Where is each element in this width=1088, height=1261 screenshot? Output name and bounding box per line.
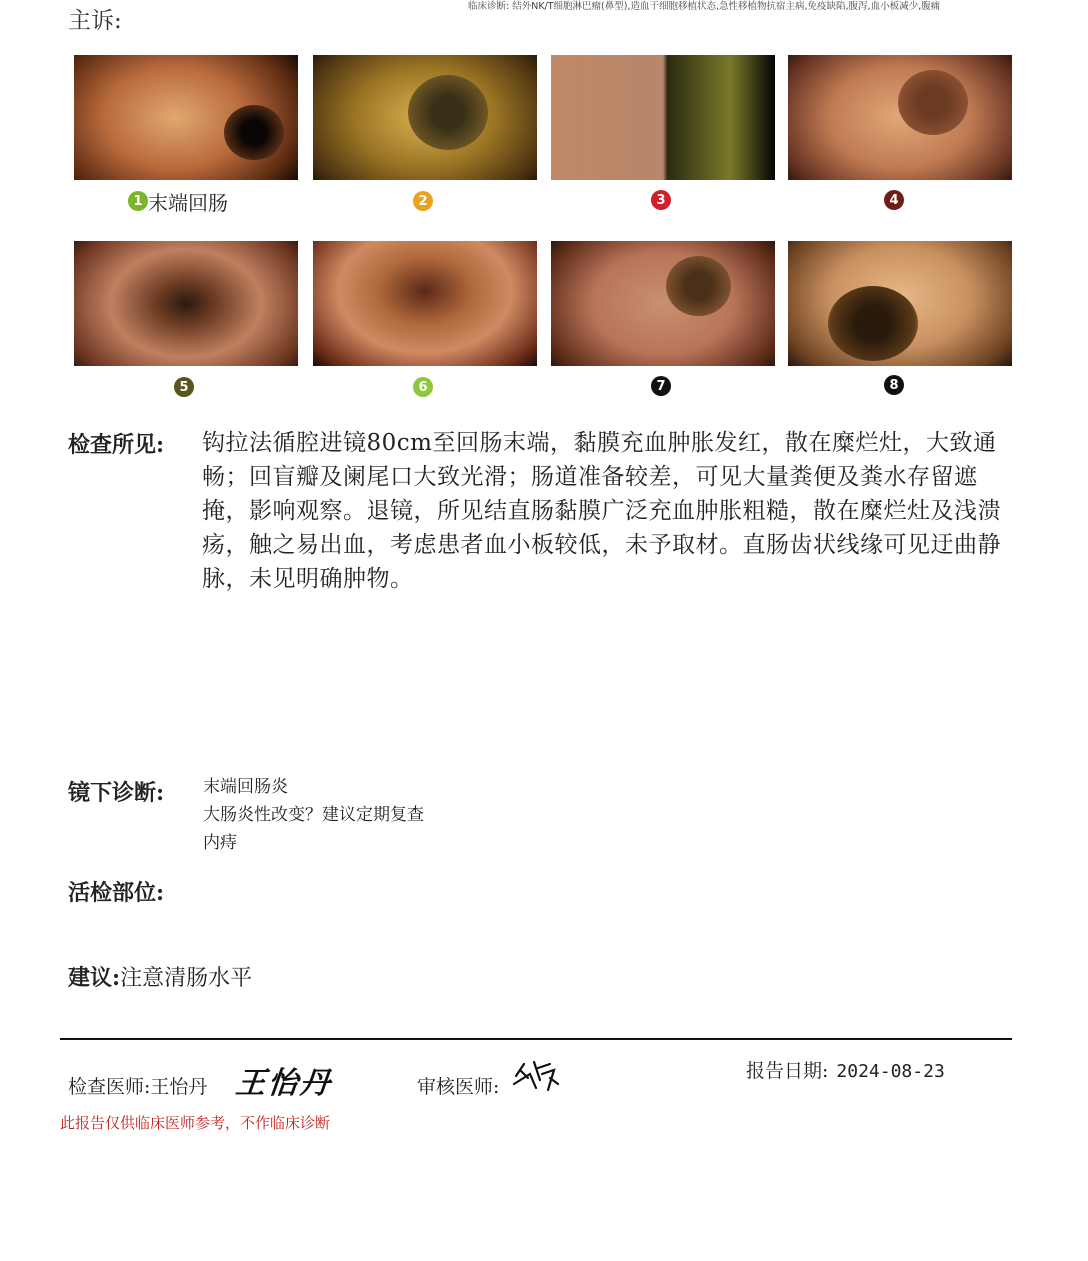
endoscopy-image-4 [788, 55, 1012, 180]
image-number-badge: 7 [651, 376, 671, 396]
image-caption-2 [413, 189, 433, 213]
examiner-signature: 王怡丹 [233, 1066, 334, 1101]
findings-label: 检查所见: [68, 432, 165, 458]
disclaimer: 此报告仅供临床医师参考，不作临床诊断 [60, 1114, 331, 1132]
report-date-row [746, 1056, 945, 1083]
image-number-badge: 8 [884, 375, 904, 395]
biopsy-label: 活检部位: [68, 880, 165, 906]
endoscopy-image-8 [788, 241, 1012, 366]
endoscopy-image-5 [74, 241, 298, 366]
image-caption-8 [884, 373, 904, 397]
image-number-badge: 2 [413, 191, 433, 211]
image-number-badge: 4 [884, 190, 904, 210]
report-date-label: 报告日期: [746, 1060, 829, 1082]
endoscopy-image-3 [551, 55, 775, 180]
diagnosis-item: 大肠炎性改变？建议定期复查 [203, 805, 424, 825]
diagnosis-label: 镜下诊断: [68, 780, 165, 806]
divider [60, 1038, 1012, 1040]
reviewer-signature [510, 1054, 562, 1096]
image-caption-3 [651, 188, 671, 212]
diagnosis-item: 内痔 [203, 833, 237, 853]
image-number-badge: 6 [413, 377, 433, 397]
image-number-badge: 3 [651, 190, 671, 210]
findings-text: 钩拉法循腔进镜80cm至回肠末端，黏膜充血肿胀发红，散在糜烂灶，大致通畅；回盲瓣及阑尾口大致光滑；肠道准备较差，可见大量粪便及粪水存留遮掩，影响观察。退镜，所见结直肠黏膜广泛充血肿胀粗糙，散在糜烂灶及浅溃疡，触之易出血，考虑患者血小板较低，未予取材。直肠齿状线缘可见迂曲静脉，未见明确肿物。 [202, 430, 1001, 592]
examiner-row [68, 1072, 207, 1099]
image-caption-5 [174, 375, 194, 399]
image-caption-1 [128, 189, 228, 213]
image-number-badge: 1 [128, 191, 148, 211]
report-date: 2024-08-23 [836, 1061, 945, 1082]
clinical-diagnosis: 临床诊断: 结外NK/T细胞淋巴瘤(鼻型),造血干细胞移植状态,急性移植物抗宿主病,免疫缺陷,腹泻,血小板减少,腹痛 [468, 1, 941, 12]
reviewer-label: 审核医师: [417, 1076, 500, 1098]
endoscopy-image-6 [313, 241, 537, 366]
image-label: 末端回肠 [148, 190, 228, 215]
advice-row [68, 961, 252, 992]
endoscopy-image-2 [313, 55, 537, 180]
endoscopy-image-7 [551, 241, 775, 366]
image-caption-6 [413, 375, 433, 399]
endoscopy-image-1 [74, 55, 298, 180]
examiner-name: 王怡丹 [150, 1076, 208, 1098]
image-number-badge: 5 [174, 377, 194, 397]
image-caption-7 [651, 374, 671, 398]
image-caption-4 [884, 188, 904, 212]
advice-text: 注意清肠水平 [120, 966, 253, 991]
examiner-label: 检查医师: [68, 1076, 151, 1098]
advice-label: 建议: [68, 965, 121, 991]
diagnosis-item: 末端回肠炎 [203, 777, 288, 797]
diagnosis-list [203, 773, 424, 857]
chief-complaint-label: 主诉: [68, 8, 122, 34]
